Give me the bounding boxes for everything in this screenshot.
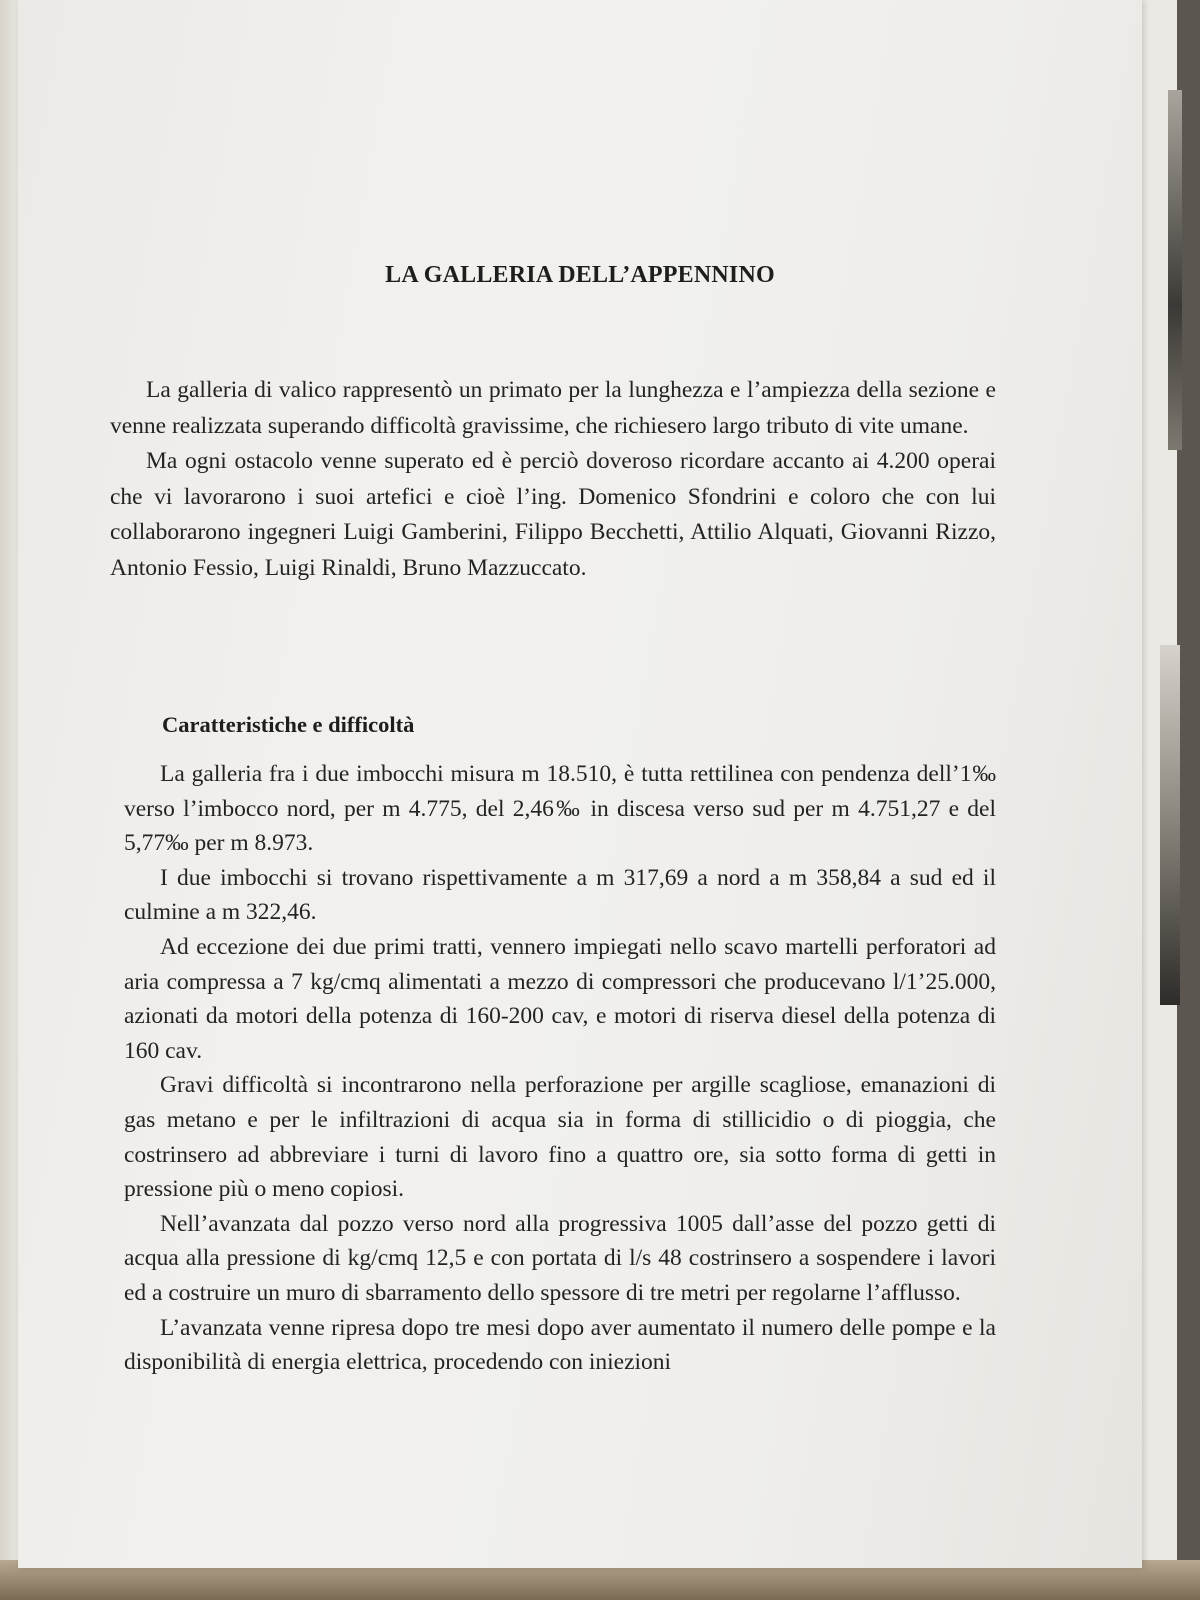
page-title: LA GALLERIA DELL’APPENNINO bbox=[385, 262, 775, 288]
paragraph: Gravi difficoltà si incontrarono nella perforazione per argille scagliose, emanazioni di gas metano e per le infiltrazioni di acqua sia in forma di stillicidio o di pioggia, che costrinsero ad abbreviare i turni di lavoro fino a quattro ore, sia sotto forma di getti in pressione più o meno copiosi. bbox=[124, 1072, 996, 1203]
facing-page-photo-fragment bbox=[1168, 90, 1182, 450]
paragraph: La galleria fra i due imbocchi misura m 18.510, è tutta rettilinea con pendenza dell’1‰ verso l’imbocco nord, per m 4.775, del 2,46‰ in discesa verso sud per m 4.751,27 e del 5,77‰ per m 8.973. bbox=[124, 761, 996, 857]
section-text bbox=[124, 757, 996, 1380]
paragraph: L’avanzata venne ripresa dopo tre mesi dopo aver aumentato il numero delle pompe e la disponibilità di energia elettrica, procedendo con iniezioni bbox=[124, 1314, 996, 1376]
intro-text bbox=[110, 373, 996, 586]
facing-page-photo-fragment bbox=[1160, 645, 1180, 1005]
paragraph: Ma ogni ostacolo venne superato ed è perciò doveroso ricordare accanto ai 4.200 operai che vi lavorarono i suoi artefici e cioè l’ing. Domenico Sfondrini e coloro che con lui collaborarono ingegneri Luigi Gamberini, Filippo Becchetti, Attilio Alquati, Giovanni Rizzo, Antonio Fessio, Luigi Rinaldi, Bruno Mazzuccato. bbox=[110, 448, 996, 581]
paragraph: La galleria di valico rappresentò un primato per la lunghezza e l’ampiezza della sezione e venne realizzata superando difficoltà gravissime, che richiesero largo tributo di vite umane. bbox=[110, 377, 996, 439]
paragraph: I due imbocchi si trovano rispettivamente a m 317,69 a nord a m 358,84 a sud ed il culmine a m 322,46. bbox=[124, 864, 996, 926]
section-heading: Caratteristiche e difficoltà bbox=[162, 712, 415, 737]
book-page bbox=[18, 0, 1142, 1568]
paragraph: Nell’avanzata dal pozzo verso nord alla progressiva 1005 dall’asse del pozzo getti di acqua alla pressione di kg/cmq 12,5 e con portata di l/s 48 costrinsero a sospendere i lavori ed a costruire un muro di sbarramento dello spessore di tre metri per regolarne l’afflusso. bbox=[124, 1210, 996, 1306]
paragraph: Ad eccezione dei due primi tratti, vennero impiegati nello scavo martelli perforatori ad aria compressa a 7 kg/cmq alimentati a mezzo di compressori che producevano l/1’25.000, azionati da motori della potenza di 160-200 cav, e motori di riserva diesel della potenza di 160 cav. bbox=[124, 933, 996, 1064]
